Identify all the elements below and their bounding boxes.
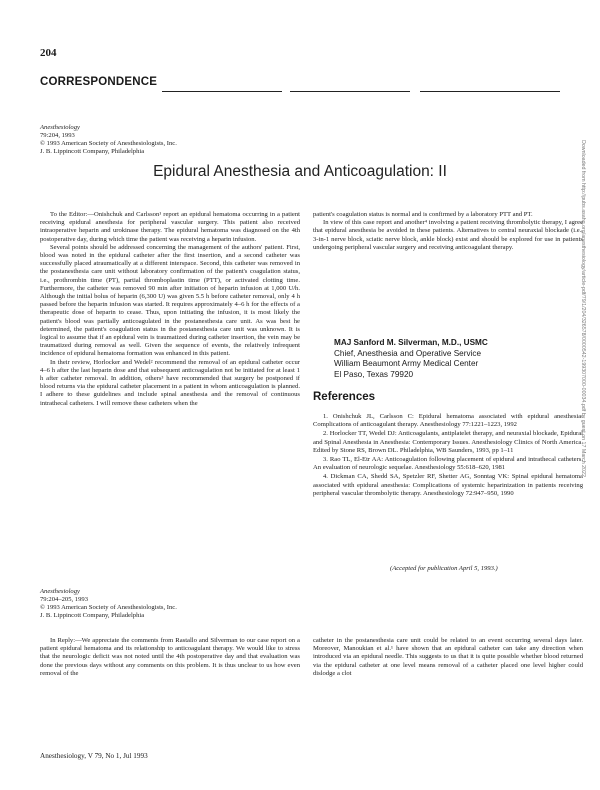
section-header: CORRESPONDENCE (40, 76, 158, 88)
left-column (40, 211, 300, 408)
page-footer: Anesthesiology, V 79, No 1, Jul 1993 (40, 752, 148, 760)
article-title: Epidural Anesthesia and Anticoagulation: II (153, 163, 447, 180)
reference-item: 1. Onishchuk JL, Carlsson C: Epidural hematoma associated with epidural anesthesia: Complications of anticoagulant therapy. Anesthesiology 77:1221–1223, 1992 (313, 413, 583, 429)
author-institution: William Beaumont Army Medical Center (334, 359, 479, 368)
download-notice: Downloaded from http://pubs.asahq.org/anesthesiology/article-pdf/79/1/204/326578/0000542-199307000-00034.pdf by guest on 17 March 2022 (580, 140, 586, 477)
meta-copyright: © 1993 American Society of Anesthesiologists, Inc. (40, 140, 177, 147)
right-column (313, 211, 583, 252)
reply-paragraph: catheter in the postanesthesia care unit could be related to an event occurring several days later. Moreover, Manoukian et al.¹ have shown that an epidural catheter can take any direction when introduced via an epidural needle. This suggests to us that it is quite possible whether blood returned via the epidural catheter at one level means removal of a catheter placed one level higher could dislodge a clot (313, 637, 583, 677)
references-heading: References (313, 391, 376, 403)
meta-publisher: J. B. Lippincott Company, Philadelphia (40, 148, 145, 155)
paragraph: To the Editor:—Onishchuk and Carlsson¹ report an epidural hematoma occurring in a patient receiving epidural anesthesia for peripheral vascular surgery. This patient also received intraoperative heparin and urokinase therapy. The epidural hematoma was diagnosed on the 4th postoperative day, during which time the patient was receiving a heparin infusion. (40, 211, 300, 243)
meta-journal: Anesthesiology (40, 588, 80, 595)
signature-block (334, 338, 488, 380)
page-number: 204 (40, 47, 57, 59)
paragraph: In their review, Horlocker and Wedel² recommend the removal of an epidural catheter occur 4–6 h after the last heparin dose and that subsequent anticoagulation not be initiated for at least 1 h after catheter removal. In addition, others³ have recommended that surgery be postponed if blood returns via the epidural catheter placement in a patient in whom anticoagulation is planned. I adhere to these guidelines and include spinal anesthesia and the removal of continuous intrathecal catheters. I will remove these catheters when the (40, 358, 300, 407)
meta-volume: 79:204–205, 1993 (40, 596, 88, 603)
author-name: MAJ Sanford M. Silverman, M.D., USMC (334, 338, 488, 347)
meta-volume: 79:204, 1993 (40, 132, 75, 139)
meta-journal: Anesthesiology (40, 124, 80, 131)
reply-meta (40, 588, 177, 620)
paragraph: Several points should be addressed concerning the management of the authors' patient. First, blood was noted in the epidural catheter after the first insertion, and a second catheter was successfully placed atraumatically at a different interspace. Second, this catheter was removed in the postanesthesia care unit without laboratory confirmation of the patient's coagulation status, i.e., prothrombin time (PT), partial thromboplastin time (PTT), or activated clotting time. Furthermore, the catheter was removed 90 min after initiation of heparin infusion at 1,000 U/h. Although the initial bolus of heparin (6,300 U) was given 5.5 h before catheter removal, only 4 h passed before the heparin infusion was started. It requires approximately 4–6 h for the effects of a therapeutic dose of heparin to cease. Thus, upon initiating the infusion, it is most likely the patient's blood was partially anticoagulated in the postanesthesia care unit. As was best he determined, the patient's coagulation status in the postanesthesia care unit was unknown. It is logical to assume that if an epidural vein is traumatized during catheter insertion, the vein may be traumatized during removal as well. Given the sequence of events, the relatively infrequent incidence of epidural hematoma formation was enhanced in this patient. (40, 243, 300, 358)
header-rule-1 (162, 91, 282, 92)
author-title: Chief, Anesthesia and Operative Service (334, 348, 482, 358)
meta-copyright: © 1993 American Society of Anesthesiologists, Inc. (40, 604, 177, 611)
reply-left-column (40, 637, 300, 678)
references-list (313, 413, 583, 499)
reference-item: 4. Dickman CA, Shedd SA, Spetzler RF, Shetter AG, Sonntag VK: Spinal epidural hematoma associated with epidural anesthesia: Complications of systemic heparinization in patients receiving peripheral vascular thrombolytic therapy. Anesthesiology 72:947–950, 1990 (313, 473, 583, 497)
reply-right-column (313, 637, 583, 678)
paragraph: In view of this case report and another⁴ involving a patient receiving thrombolytic therapy, I agree that epidural anesthesia be avoided in these patients. Alternatives to central neuraxial blockade (i.e., 3-in-1 nerve block, sciatic nerve block, ankle block) exist and should be explored for use in patients undergoing peripheral vascular surgery and receiving anticoagulant therapy. (313, 219, 583, 251)
author-city: El Paso, Texas 79920 (334, 369, 414, 379)
accepted-note: (Accepted for publication April 5, 1993.) (390, 565, 498, 572)
meta-publisher: J. B. Lippincott Company, Philadelphia (40, 612, 145, 619)
header-rule-3 (420, 91, 560, 92)
letter-meta (40, 124, 177, 156)
download-sidebar (577, 140, 587, 660)
reply-paragraph: In Reply:—We appreciate the comments from Rastallo and Silverman to our case report on a patient epidural hematoma and its relationship to anticoagulant therapy. We would like to stress that the neurologic deficit was not noted until the 4th postoperative day and that evaluation was done the previous days without any comments on this problem. It is thus unclear to us how even removal of the (40, 637, 300, 677)
reference-item: 2. Horlocker TT, Wedel DJ: Anticoagulants, antiplatelet therapy, and neuraxial blockade, Epidural and Spinal Anesthesia in Anesthesia: Contemporary Issues. Anesthesiology Clinics of North America. Edited by Stone RS, Brown DL. Philadelphia, WB Saunders, 1993, pp 1–11 (313, 430, 583, 454)
reference-item: 3. Rao TL, El-Etr AA: Anticoagulation following placement of epidural and intrathecal catheters. An evaluation of neurologic sequelae. Anesthesiology 55:618–620, 1981 (313, 456, 583, 472)
paragraph: patient's coagulation status is normal and is confirmed by a laboratory PTT and PT. (313, 211, 533, 218)
header-rule-2 (290, 91, 410, 92)
